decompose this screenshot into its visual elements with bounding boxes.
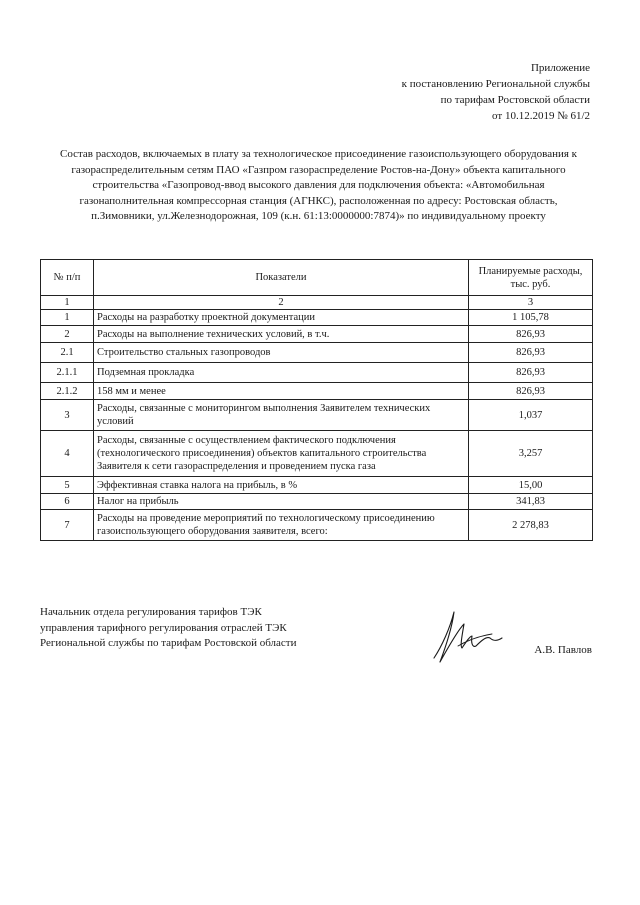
row-name: Расходы на проведение мероприятий по технологическому присоединению газоиспользующего оборудования заявителя, всего: bbox=[94, 510, 469, 541]
table-row bbox=[41, 383, 593, 400]
signer-position-line: управления тарифного регулирования отраслей ТЭК bbox=[40, 621, 287, 634]
row-name: Эффективная ставка налога на прибыль, в % bbox=[94, 477, 469, 494]
row-name: Налог на прибыль bbox=[94, 494, 469, 510]
title-line: Состав расходов, включаемых в плату за технологическое присоединение газоиспользующего оборудования к bbox=[59, 148, 578, 160]
row-name: Расходы, связанные с осуществлением фактического подключения (технологического присоединения) объектов капитального строительства Заявителя к сети газораспределения и проведением пуска газа bbox=[94, 431, 469, 477]
table-row bbox=[41, 363, 593, 383]
table-row bbox=[41, 326, 593, 343]
signer-position-line: Начальник отдела регулирования тарифов ТЭК bbox=[40, 606, 262, 618]
row-num: 2 bbox=[41, 326, 94, 343]
column-index: 2 bbox=[94, 296, 469, 310]
table-row bbox=[41, 343, 593, 363]
appendix-note bbox=[402, 60, 590, 124]
header-num: № п/п bbox=[41, 260, 94, 296]
document-title bbox=[40, 147, 597, 225]
row-value: 826,93 bbox=[469, 383, 593, 400]
row-value: 3,257 bbox=[469, 431, 593, 477]
table-row bbox=[41, 494, 593, 510]
column-index: 1 bbox=[41, 296, 94, 310]
row-name: Расходы, связанные с мониторингом выполнения Заявителем технических условий bbox=[94, 400, 469, 431]
title-line: строительства «Газопровод-ввод высокого давления для подключения объекта: «Автомобильная bbox=[92, 179, 545, 192]
costs-table bbox=[40, 259, 593, 541]
title-line: газораспределительным сетям ПАО «Газпром газораспределение Ростов-на-Дону» объекта капитального bbox=[71, 163, 566, 176]
header-value-line: Планируемые расходы, bbox=[478, 265, 583, 277]
row-num: 2.1 bbox=[41, 343, 94, 363]
row-value: 341,83 bbox=[469, 494, 593, 510]
row-value: 2 278,83 bbox=[469, 510, 593, 541]
row-num: 2.1.1 bbox=[41, 363, 94, 383]
table-row bbox=[41, 310, 593, 326]
row-value: 1,037 bbox=[469, 400, 593, 431]
row-name: 158 мм и менее bbox=[94, 383, 469, 400]
row-num: 3 bbox=[41, 400, 94, 431]
row-num: 2.1.2 bbox=[41, 383, 94, 400]
row-value: 15,00 bbox=[469, 477, 593, 494]
row-num: 6 bbox=[41, 494, 94, 510]
table-row bbox=[41, 510, 593, 541]
row-name: Расходы на выполнение технических условий, в т.ч. bbox=[94, 326, 469, 343]
appendix-line: от 10.12.2019 № 61/2 bbox=[492, 110, 590, 122]
row-name: Расходы на разработку проектной документации bbox=[94, 310, 469, 326]
row-num: 7 bbox=[41, 510, 94, 541]
column-index: 3 bbox=[469, 296, 593, 310]
header-name: Показатели bbox=[94, 260, 469, 296]
table-header-row bbox=[41, 260, 593, 296]
row-value: 826,93 bbox=[469, 343, 593, 363]
column-index-row bbox=[41, 296, 593, 310]
row-name: Подземная прокладка bbox=[94, 363, 469, 383]
title-line: газонаполнительная компрессорная станция (АГНКС), расположенная по адресу: Ростовская область, bbox=[79, 194, 558, 207]
header-value-line: тыс. руб. bbox=[510, 278, 551, 290]
row-num: 5 bbox=[41, 477, 94, 494]
signer-name: А.В. Павлов bbox=[534, 644, 592, 656]
title-line: п.Зимовники, ул.Железнодорожная, 109 (к.н. 61:13:0000000:7874)» по индивидуальному проекту bbox=[91, 210, 546, 223]
header-value bbox=[469, 260, 593, 296]
table-row bbox=[41, 431, 593, 477]
row-name: Строительство стальных газопроводов bbox=[94, 343, 469, 363]
appendix-line: к постановлению Региональной службы bbox=[401, 78, 590, 90]
signer-position-line: Региональной службы по тарифам Ростовской области bbox=[40, 637, 297, 649]
signer-position bbox=[40, 605, 297, 652]
row-num: 1 bbox=[41, 310, 94, 326]
row-value: 826,93 bbox=[469, 363, 593, 383]
row-value: 826,93 bbox=[469, 326, 593, 343]
table-row bbox=[41, 477, 593, 494]
appendix-line: Приложение bbox=[530, 62, 590, 74]
appendix-line: по тарифам Ростовской области bbox=[440, 94, 590, 106]
row-num: 4 bbox=[41, 431, 94, 477]
handwritten-signature bbox=[428, 606, 508, 666]
table-row bbox=[41, 400, 593, 431]
row-value: 1 105,78 bbox=[469, 310, 593, 326]
